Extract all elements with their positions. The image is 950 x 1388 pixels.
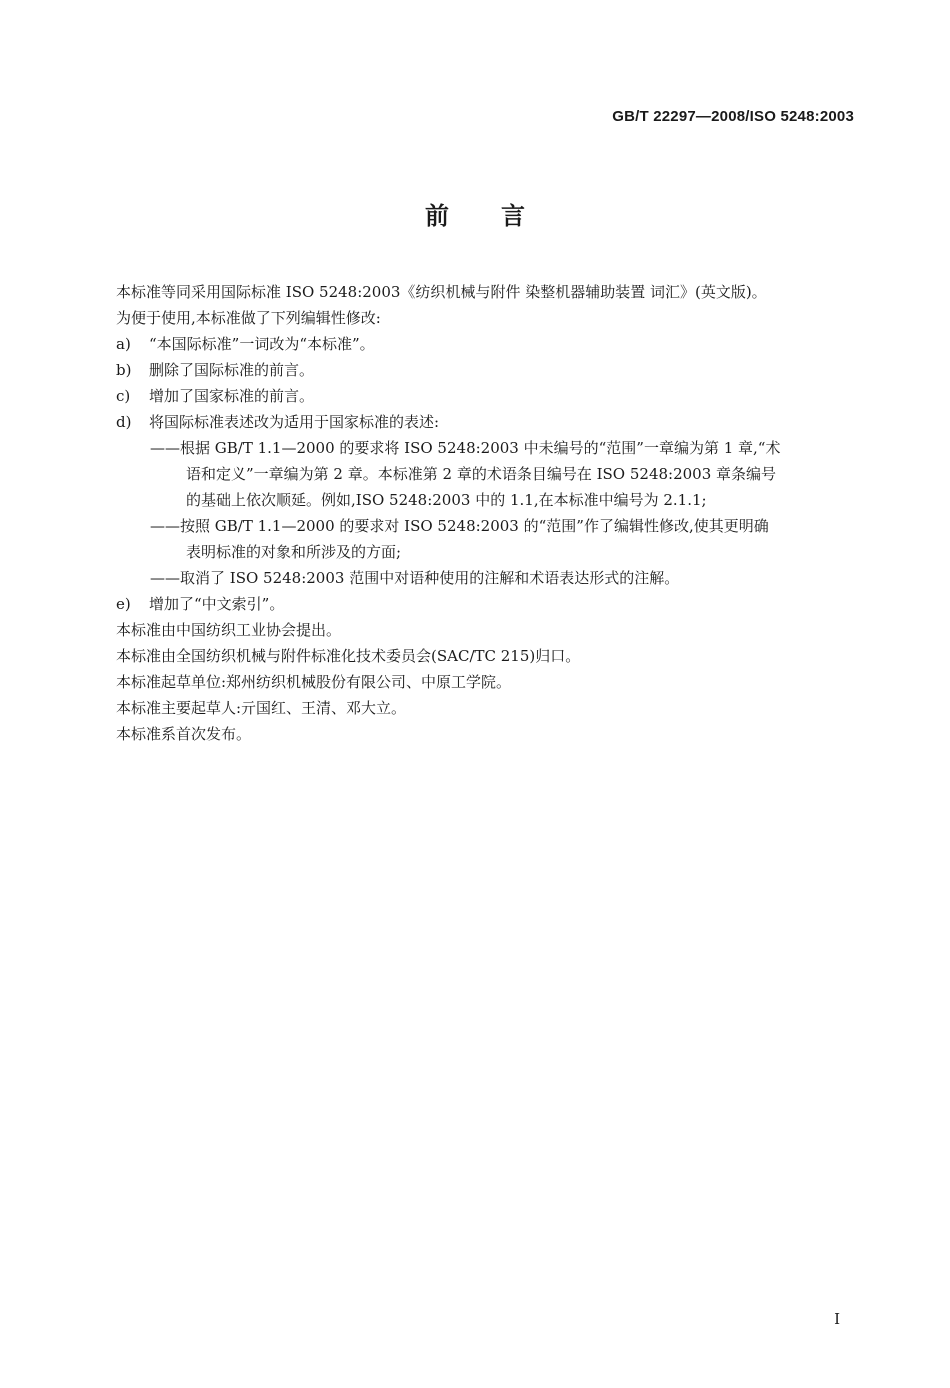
paragraph-modifications-intro: 为便于使用,本标准做了下列编辑性修改: — [116, 309, 381, 327]
list-item-text: 删除了国际标准的前言。 — [149, 361, 315, 379]
list-item-d — [116, 409, 861, 435]
sub-item-notes — [116, 565, 861, 591]
sub-item-line: 语和定义”一章编为第 2 章。本标准第 2 章的术语条目编号在 ISO 5248:2003 章条编号 — [186, 465, 777, 483]
paragraph-adoption: 本标准等同采用国际标准 ISO 5248:2003《纺织机械与附件 染整机器辅助装置 词汇》(英文版)。 — [116, 283, 767, 301]
list-item-e — [116, 591, 861, 617]
list-marker: d) — [116, 413, 132, 431]
paragraph-proposer: 本标准由中国纺织工业协会提出。 — [116, 621, 342, 639]
standard-code: GB/T 22297—2008/ISO 5248:2003 — [612, 108, 854, 125]
page-title: 前言 — [425, 202, 577, 230]
sub-item-line: ——根据 GB/T 1.1—2000 的要求将 ISO 5248:2003 中未编号的“范围”一章编为第 1 章,“术 — [150, 439, 781, 457]
paragraph-drafting-units: 本标准起草单位:郑州纺织机械股份有限公司、中原工学院。 — [116, 673, 512, 691]
list-marker: e) — [116, 595, 131, 613]
sub-item-scope — [116, 513, 861, 565]
list-item-text: 增加了国家标准的前言。 — [149, 387, 315, 405]
list-marker: b) — [116, 361, 132, 379]
list-item-a — [116, 331, 861, 357]
list-item-text: 增加了“中文索引”。 — [149, 595, 285, 613]
paragraph-drafters: 本标准主要起草人:亓国红、王清、邓大立。 — [116, 699, 407, 717]
list-item-b — [116, 357, 861, 383]
list-item-c — [116, 383, 861, 409]
list-item-text: “本国际标准”一词改为“本标准”。 — [149, 335, 375, 353]
sub-item-line: 的基础上依次顺延。例如,ISO 5248:2003 中的 1.1,在本标准中编号为 2.1.1; — [186, 491, 707, 509]
sub-item-line: ——按照 GB/T 1.1—2000 的要求对 ISO 5248:2003 的“范围”作了编辑性修改,使其更明确 — [150, 517, 769, 535]
paragraph-committee: 本标准由全国纺织机械与附件标准化技术委员会(SAC/TC 215)归口。 — [116, 647, 581, 665]
foreword-body — [116, 279, 861, 747]
paragraph-first-release: 本标准系首次发布。 — [116, 725, 252, 743]
list-marker: c) — [116, 387, 131, 405]
page-number: I — [834, 1310, 840, 1328]
list-marker: a) — [116, 335, 131, 353]
sub-item-line: 表明标准的对象和所涉及的方面; — [186, 543, 402, 561]
sub-item-line: ——取消了 ISO 5248:2003 范围中对语种使用的注解和术语表达形式的注解。 — [150, 569, 680, 587]
sub-item-numbering — [116, 435, 861, 513]
list-item-text: 将国际标准表述改为适用于国家标准的表述: — [149, 413, 440, 431]
